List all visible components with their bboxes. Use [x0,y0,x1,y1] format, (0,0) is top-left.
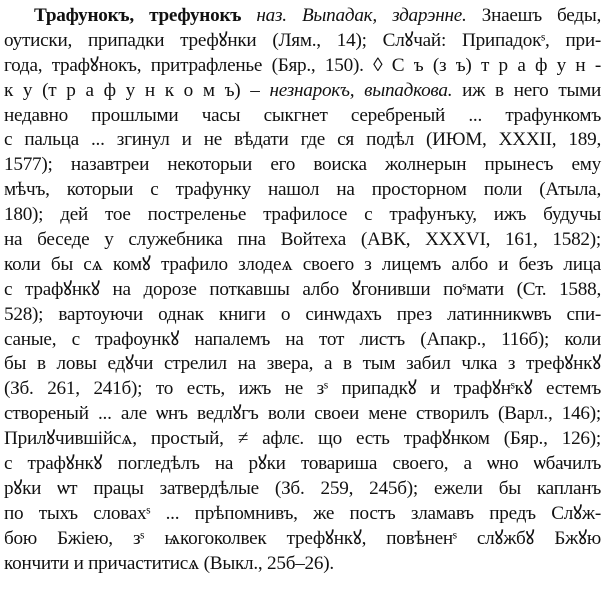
entry-line-11: коли бы сѧ комꙋ трафило злодеѧ своего з лицемъ албо и безъ лица [4,253,601,275]
text-segment: Знаешъ беды, [481,5,602,26]
entry-line-18: Прилꙋчившійсѧ, простый, ≠ афлє. що есть трафꙋнком (Бяр., 126); [4,428,601,450]
entry-line-4 [4,79,601,104]
part-of-speech-label: наз. Выпадак, здарэнне. [256,5,467,26]
phrase-definition: – незнарокъ, выпадкова. [250,79,453,101]
entry-line-8: мѣчъ, которыи с трафунку нашол на просторном поли (Атыла, [4,179,601,201]
headword: Трафунокъ, трефунокъ [34,5,242,26]
entry-line-13: 528); вартоуючи однак книги о синѡдахъ през латинникѡвъ спи- [4,303,601,325]
entry-line-17: створеный ... але ѡнъ ведлꙋгъ воли своеи мене створилъ (Варл., 146); [4,403,601,425]
entry-line-23: кончити и причаститисѧ (Выкл., 25б–26). [4,552,334,574]
entry-line-15: бы в ловы едꙋчи стрелил на звера, а в тым забил члка з трефꙋнкꙋ [4,353,601,375]
entry-line-10: на беседе у служебника пна Войтеха (АВК, ХХХVІ, 161, 1582); [4,229,601,251]
entry-line-2: оутиски, припадки трефꙋнки (Лям., 14); Слꙋчай: Припадокˢ, при- [4,29,601,51]
entry-line-5: недавно прошлыми часы сыкгнет серебреный ... трафункомъ [4,104,601,126]
text-segment: иж в него тыми [462,79,602,101]
entry-line-3: года, трафꙋнокъ, притрафленье (Бяр., 150). ◊ С ъ (з ъ) т р а ф у н - [4,54,601,76]
entry-line-22: бою Бжіею, зˢ ѩкогоколвек трефꙋнкꙋ, повѣненˢ слꙋжбꙋ Бжꙋю [4,527,601,549]
entry-line-6: с пальца ... згинул и не вѣдати где ся подѣл (ИЮМ, ХХХІІ, 189, [4,129,601,151]
entry-line-19: с трафꙋнкꙋ погледѣлъ на рꙋки товариша своего, а ѡно ѡбачилъ [4,453,601,475]
entry-line-1 [4,4,601,29]
entry-line-14: саные, с трафоункꙋ напалемъ на тот листъ (Апакр., 116б); коли [4,328,601,350]
entry-line-9: 180); дей тое постреленье трафилосе с трафунъку, ижъ будучы [4,204,601,226]
entry-line-20: рꙋки ѡт працы затвердѣлые (Зб. 259, 245б); ежели бы капланъ [4,477,601,499]
entry-line-21: по тыхъ словахˢ ... прѣпомнивъ, же постъ зламавъ предъ Слꙋж- [4,502,601,524]
phrase: к у (т р а ф у н к о м ъ) [4,79,241,101]
entry-line-7: 1577); назавтреи некоторыи его воиска жолнерын прынесъ ему [4,154,601,176]
entry-line-16: (Зб. 261, 241б); то есть, ижъ не зˢ припадкꙋ и трафꙋнˢкꙋ естемъ [4,378,601,400]
entry-line-12: с трафꙋнкꙋ на дорозе поткавшы албо ꙋгонивши поˢмати (Ст. 1588, [4,278,601,300]
